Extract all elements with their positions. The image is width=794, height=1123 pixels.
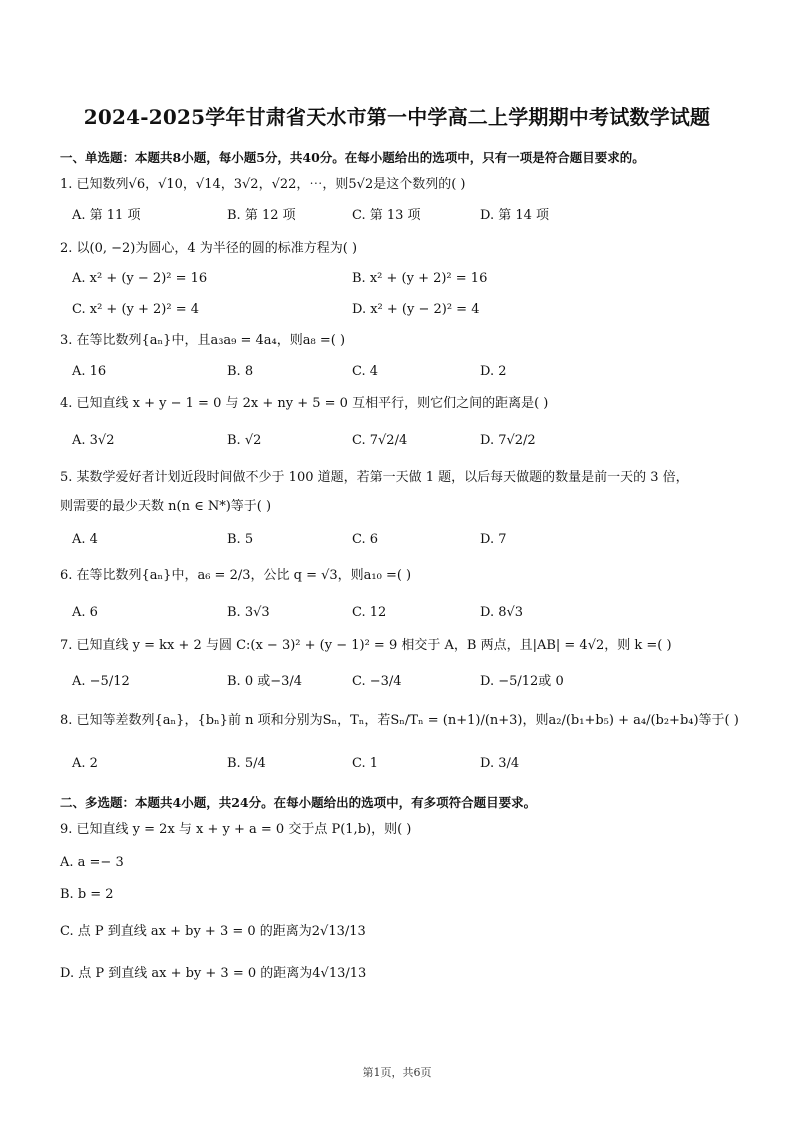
question-7-option-a: A. −5/12 [72,674,130,689]
question-2-option-d: D. x² + (y − 2)² = 4 [352,302,480,317]
question-5-option-c: C. 6 [352,532,379,547]
question-5-option-d: D. 7 [480,532,507,547]
question-5-option-b: B. 5 [227,532,254,547]
section-multi-choice-header: 二、多选题：本题共4小题，共24分。在每小题给出的选项中，有多项符合题目要求。 [60,795,537,810]
question-6-stem: 6. 在等比数列{aₙ}中，a₆ = 2/3，公比 q = √3，则a₁₀ =( ) [60,568,412,583]
question-7-option-b: B. 0 或−3/4 [227,674,303,689]
question-1-option-a: A. 第 11 项 [72,208,141,223]
question-5-stem: 5. 某数学爱好者计划近段时间做不少于 100 道题，若第一天做 1 题，以后每天做题的数量是前一天的 3 倍， [60,470,689,485]
question-2-option-c: C. x² + (y + 2)² = 4 [72,302,200,317]
question-8-option-c: C. 1 [352,756,379,771]
question-3-option-b: B. 8 [227,364,254,379]
question-9-option-b: B. b = 2 [60,887,114,902]
question-4-option-c: C. 7√2/4 [352,433,408,448]
page-title: 2024-2025学年甘肃省天水市第一中学高二上学期期中考试数学试题 [83,105,711,129]
page-footer: 第1页，共6页 [362,1066,432,1079]
question-1-option-b: B. 第 12 项 [227,208,296,223]
question-9-option-d: D. 点 P 到直线 ax + by + 3 = 0 的距离为4√13/13 [60,966,367,981]
question-5-stem-continued: 则需要的最少天数 n(n ∈ N*)等于( ) [60,499,272,514]
question-6-option-a: A. 6 [72,605,98,620]
question-3-option-a: A. 16 [72,364,107,379]
question-7-option-d: D. −5/12或 0 [480,674,564,689]
question-7-option-c: C. −3/4 [352,674,402,689]
question-2-option-b: B. x² + (y + 2)² = 16 [352,271,488,286]
question-3-option-d: D. 2 [480,364,507,379]
question-4-option-d: D. 7√2/2 [480,433,536,448]
question-1-option-d: D. 第 14 项 [480,208,550,223]
question-4-option-b: B. √2 [227,433,262,448]
question-6-option-b: B. 3√3 [227,605,270,620]
question-6-option-d: D. 8√3 [480,605,524,620]
question-8-option-a: A. 2 [72,756,98,771]
question-5-option-a: A. 4 [72,532,98,547]
question-9-stem: 9. 已知直线 y = 2x 与 x + y + a = 0 交于点 P(1,b)，则( ) [60,822,412,837]
question-8-stem: 8. 已知等差数列{aₙ}，{bₙ}前 n 项和分别为Sₙ，Tₙ，若Sₙ/Tₙ = (n+1)/(n+3)，则a₂/(b₁+b₅) + a₄/(b₂+b₄)等于( ) [60,713,739,728]
question-6-option-c: C. 12 [352,605,387,620]
question-1-stem: 1. 已知数列√6，√10，√14，3√2，√22，⋯，则5√2是这个数列的( ) [60,177,466,192]
question-1-option-c: C. 第 13 项 [352,208,421,223]
question-2-option-a: A. x² + (y − 2)² = 16 [72,271,208,286]
question-4-stem: 4. 已知直线 x + y − 1 = 0 与 2x + ny + 5 = 0 互相平行，则它们之间的距离是( ) [60,396,549,411]
question-9-option-a: A. a =− 3 [60,855,124,870]
question-4-option-a: A. 3√2 [72,433,115,448]
question-9-option-c: C. 点 P 到直线 ax + by + 3 = 0 的距离为2√13/13 [60,924,366,939]
question-7-stem: 7. 已知直线 y = kx + 2 与圆 C:(x − 3)² + (y − 1)² = 9 相交于 A，B 两点，且|AB| = 4√2，则 k =( ) [60,638,672,653]
question-3-stem: 3. 在等比数列{aₙ}中，且a₃a₉ = 4a₄，则a₈ =( ) [60,333,346,348]
question-8-option-b: B. 5/4 [227,756,266,771]
question-2-stem: 2. 以(0, −2)为圆心，4 为半径的圆的标准方程为( ) [60,241,358,256]
question-3-option-c: C. 4 [352,364,379,379]
question-8-option-d: D. 3/4 [480,756,520,771]
section-single-choice-header: 一、单选题：本题共8小题，每小题5分，共40分。在每小题给出的选项中，只有一项是符合题目要求的。 [60,150,645,165]
